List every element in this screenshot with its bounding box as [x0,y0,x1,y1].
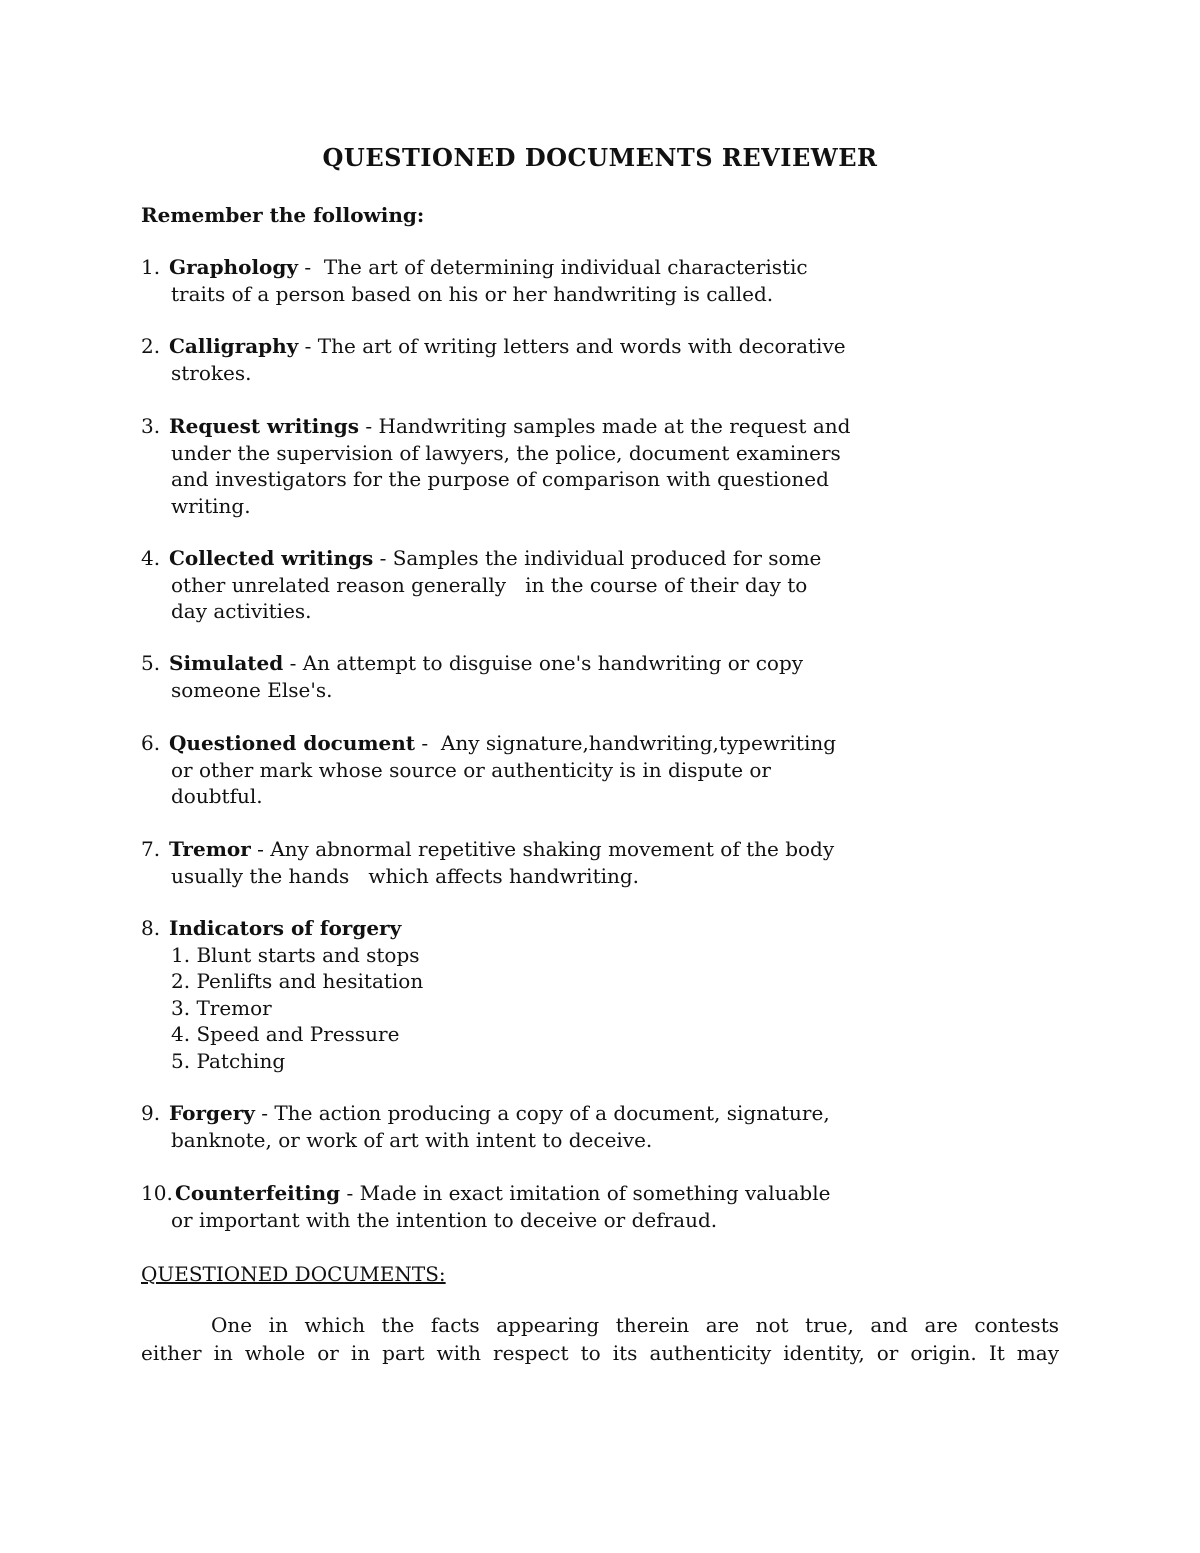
item-term: Questioned document [169,731,416,755]
item-term: Tremor [169,837,251,861]
page-title: QUESTIONED DOCUMENTS REVIEWER [322,143,878,172]
item-separator: - [298,334,318,358]
item-number: 9. [141,1101,161,1125]
item-number: 5. [141,651,161,675]
item-definition-line: and investigators for the purpose of comparison with questioned [171,467,829,491]
list-item-questioned-document [141,730,921,810]
list-item-simulated [141,650,921,703]
item-separator: - [254,1101,275,1125]
list-item-graphology [141,254,921,307]
item-definition-line: Handwriting samples made at the request and [378,414,851,438]
list-item-calligraphy [141,333,921,386]
item-definition-line: banknote, or work of art with intent to deceive. [171,1127,653,1152]
item-separator: - [250,837,271,861]
item-separator: - [297,255,324,279]
sub-list-item: 1. Blunt starts and stops [171,942,420,967]
item-term: Collected writings [169,546,374,570]
sub-list-item: 3. Tremor [171,995,272,1020]
list-item-indicators-of-forgery [141,915,921,1074]
item-definition-line: under the supervision of lawyers, the police, document examiners [171,440,841,465]
item-definition-line: traits of a person based on his or her handwriting is called. [171,281,774,306]
item-definition-line: or other mark whose source or authenticity is in dispute or [171,757,771,782]
item-definition-line: someone Else's. [171,677,333,702]
item-definition-line: An attempt to disguise one's handwriting or copy [302,651,804,675]
item-definition-line: day activities. [171,599,312,623]
item-definition-line: The art of determining individual characteristic [323,255,808,279]
sub-list-item: 5. Patching [171,1048,286,1073]
item-term: Counterfeiting [175,1181,341,1205]
item-term: Forgery [169,1101,255,1125]
sub-list-item: 4. Speed and Pressure [171,1022,400,1046]
item-number: 3. [141,414,161,438]
item-number: 10. [141,1181,173,1205]
item-separator: - [415,731,441,755]
item-separator: - [359,414,379,438]
list-item-forgery [141,1100,921,1153]
list-item-collected-writings [141,545,921,625]
item-definition-line: doubtful. [171,784,263,808]
item-number: 2. [141,334,161,358]
item-separator: - [283,651,303,675]
item-separator: - [373,546,393,570]
item-term: Indicators of forgery [169,916,402,940]
item-definition-line: Samples the individual produced for some [392,546,822,570]
paragraph-line: either in whole or in part with respect to its authenticity identity, or origin. It may [141,1340,1059,1365]
item-term: Graphology [169,255,298,279]
body-paragraph [141,1312,1059,1367]
list-item-request-writings [141,413,921,519]
list-item-tremor [141,836,921,889]
item-number: 7. [141,837,161,861]
item-number: 1. [141,255,161,279]
item-definition-line: Made in exact imitation of something valuable [359,1181,831,1205]
item-term: Simulated [169,651,284,675]
intro-heading: Remember the following: [141,203,425,227]
item-definition-line: other unrelated reason generally in the course of their day to [171,572,808,597]
item-definition-line: Any abnormal repetitive shaking movement of the body [270,837,835,861]
item-term: Request writings [169,414,360,438]
item-definition-line: The action producing a copy of a document, signature, [274,1101,830,1125]
item-number: 6. [141,731,161,755]
item-number: 8. [141,916,161,940]
section-heading: QUESTIONED DOCUMENTS: [141,1262,446,1286]
item-definition-line: The art of writing letters and words with decorative [317,334,846,358]
item-definition-line: Any signature,handwriting,typewriting [440,731,837,755]
paragraph-line: One in which the facts appearing therein are not true, and are contests [211,1313,1059,1337]
list-item-counterfeiting [141,1180,921,1233]
item-definition-line: writing. [171,493,251,518]
item-definition-line: strokes. [171,360,252,385]
item-definition-line: usually the hands which affects handwriting. [171,863,640,888]
item-separator: - [340,1181,360,1205]
item-definition-line: or important with the intention to deceive or defraud. [171,1207,718,1232]
item-number: 4. [141,546,161,570]
item-term: Calligraphy [169,334,299,358]
sub-list-item: 2. Penlifts and hesitation [171,969,424,993]
